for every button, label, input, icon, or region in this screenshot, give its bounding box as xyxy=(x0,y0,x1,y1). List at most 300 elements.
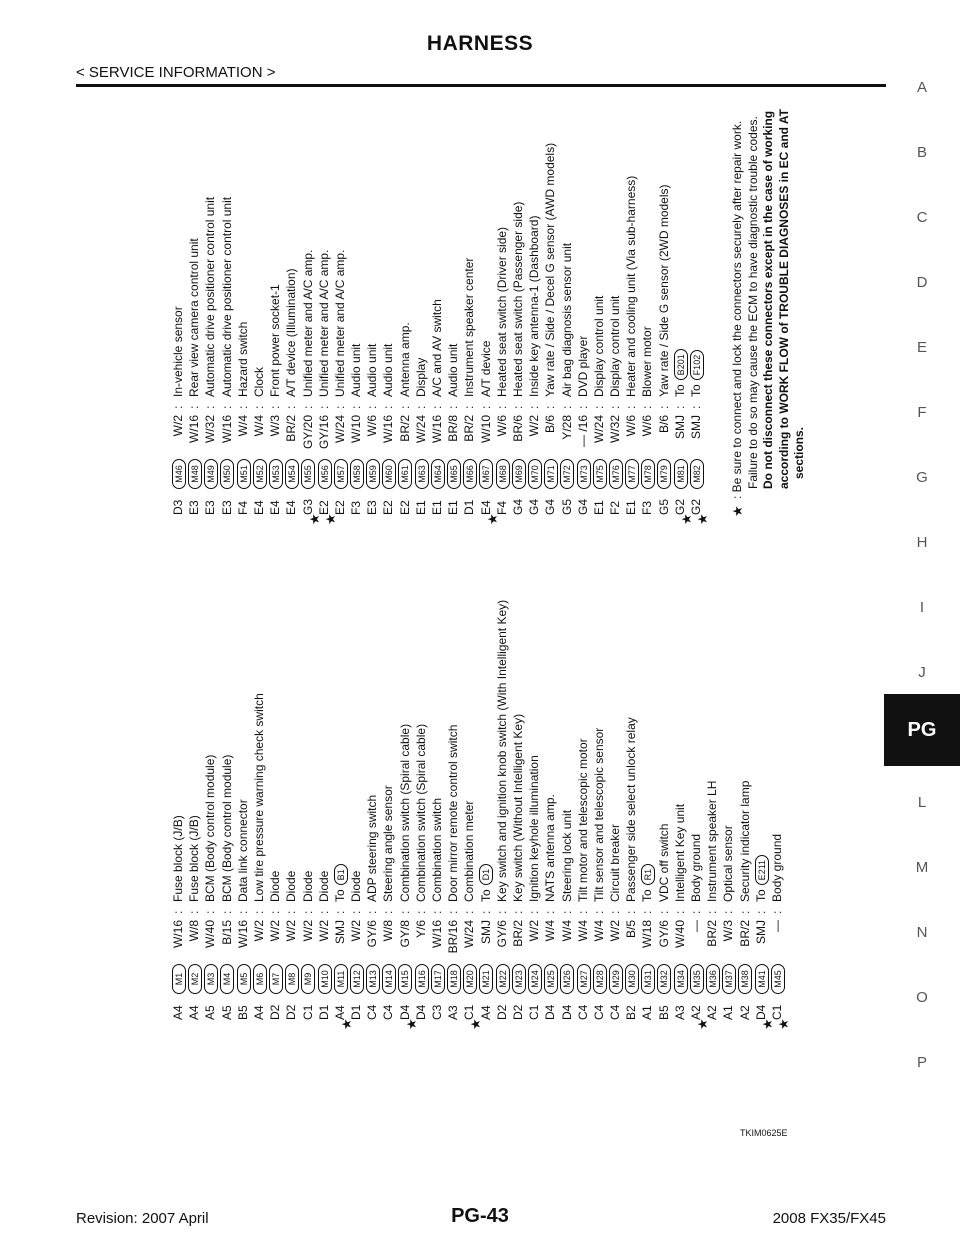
connector-color-pins: W/24 xyxy=(413,415,428,444)
connector-color-pins: W/4 xyxy=(235,415,250,437)
connector-description: Antenna amp. xyxy=(397,322,412,397)
connector-row xyxy=(186,600,202,1020)
connector-row xyxy=(445,143,461,515)
separator: : xyxy=(365,405,380,409)
grid-ref: E4 xyxy=(251,500,266,515)
connector-color-pins: W/16 xyxy=(235,920,250,949)
connector-description: Tilt sensor and telescopic sensor xyxy=(591,727,606,902)
separator: : xyxy=(608,405,623,409)
connector-row xyxy=(397,143,413,515)
connector-row xyxy=(413,143,429,515)
separator: : xyxy=(656,405,671,409)
connector-row xyxy=(494,600,510,1020)
connector-row xyxy=(639,143,655,515)
connector-row xyxy=(397,600,419,1030)
connector-id: M79 xyxy=(657,459,671,489)
connector-id: M51 xyxy=(237,459,251,489)
grid-ref: E1 xyxy=(413,500,428,515)
connector-id: M61 xyxy=(398,459,412,489)
connector-row xyxy=(170,143,186,515)
connector-color-pins: — /16 xyxy=(575,415,590,448)
connector-color-pins: W/6 xyxy=(494,415,509,437)
connector-row xyxy=(494,143,510,515)
grid-ref: E4 xyxy=(268,500,283,515)
connector-color-pins: W/16 xyxy=(171,920,185,949)
connector-color-pins: GY/8 xyxy=(397,920,412,948)
connector-row xyxy=(202,600,218,1020)
target-connector-id: B201 xyxy=(674,349,688,380)
grid-ref: A4 xyxy=(251,1005,266,1020)
connector-row xyxy=(720,600,736,1020)
target-connector-id: B1 xyxy=(334,864,348,885)
section-tab-d[interactable]: D xyxy=(916,274,928,291)
connector-color-pins: W/4 xyxy=(251,415,266,437)
connector-color-pins: W/16 xyxy=(381,415,396,444)
connector-row xyxy=(510,600,526,1020)
connector-id: M70 xyxy=(528,459,542,489)
grid-ref: A4 xyxy=(478,1005,493,1020)
connector-color-pins: W/16 xyxy=(430,920,444,949)
connector-row xyxy=(478,600,494,1020)
connector-color-pins: BR/6 xyxy=(510,415,525,442)
connector-row xyxy=(332,143,348,515)
connector-description: Body ground xyxy=(689,833,703,902)
grid-ref: E1 xyxy=(624,500,639,515)
star-icon: ★ xyxy=(484,513,500,525)
connector-row xyxy=(688,600,710,1030)
grid-ref: D4 xyxy=(559,1004,574,1020)
connector-id: M50 xyxy=(220,459,234,489)
separator: : xyxy=(300,405,315,409)
section-tab-o[interactable]: O xyxy=(916,989,928,1006)
separator: : xyxy=(721,910,736,914)
connector-id: M68 xyxy=(496,459,510,489)
connector-row xyxy=(235,143,251,515)
section-tab-n[interactable]: N xyxy=(916,924,928,941)
connector-color-pins: W/24 xyxy=(591,415,606,444)
connector-row xyxy=(623,600,639,1020)
separator: : xyxy=(251,910,266,914)
separator: : xyxy=(591,405,606,409)
grid-ref: D4 xyxy=(397,1004,412,1020)
connector-id: M53 xyxy=(269,459,283,489)
connector-id: M23 xyxy=(512,964,526,994)
connector-description: Heated seat switch (Driver side) xyxy=(494,226,509,397)
connector-color-pins: GY/6 xyxy=(494,920,509,948)
section-tab-g[interactable]: G xyxy=(916,469,928,486)
connector-list xyxy=(170,20,830,1030)
connector-description: Audio unit xyxy=(365,343,380,397)
connector-id: M3 xyxy=(204,964,218,994)
connector-color-pins: SMJ xyxy=(478,920,493,944)
connector-row xyxy=(380,600,396,1020)
connector-description: A/C and AV switch xyxy=(430,299,444,397)
star-icon: ★ xyxy=(306,513,322,525)
grid-ref: G5 xyxy=(559,498,574,515)
connector-color-pins: W/10 xyxy=(349,415,364,444)
connector-id: M41 xyxy=(755,964,769,994)
connector-row xyxy=(364,600,380,1020)
separator: : xyxy=(559,910,574,914)
connector-color-pins: BR/2 xyxy=(737,920,752,947)
connector-description: Tilt motor and telescopic motor xyxy=(575,738,590,902)
separator: : xyxy=(268,405,283,409)
grid-ref: G2 xyxy=(689,498,703,515)
connector-id: M4 xyxy=(220,964,234,994)
grid-ref: E2 xyxy=(381,500,396,515)
grid-ref: A3 xyxy=(672,1005,687,1020)
section-tab-e[interactable]: E xyxy=(916,339,927,356)
section-tab-p[interactable]: P xyxy=(916,1054,927,1071)
connector-description: Front power socket-1 xyxy=(268,284,283,397)
connector-description: Fuse block (J/B) xyxy=(171,815,185,902)
connector-row xyxy=(283,600,299,1020)
separator: : xyxy=(430,910,444,914)
connector-description: Rear view camera control unit xyxy=(187,238,202,397)
star-icon: ★ xyxy=(338,1018,354,1030)
connector-id: M56 xyxy=(318,459,332,489)
connector-color-pins: W/6 xyxy=(640,415,655,437)
connector-description: BCM (Body control module) xyxy=(203,754,218,902)
connector-id: M16 xyxy=(415,964,429,994)
connector-id: M8 xyxy=(285,964,299,994)
grid-ref: C4 xyxy=(575,1004,590,1020)
connector-id: M46 xyxy=(172,459,186,489)
connector-description: Unified meter and A/C amp. xyxy=(332,249,347,397)
connector-color-pins: W/2 xyxy=(284,920,299,942)
connector-color-pins: W/32 xyxy=(203,415,218,444)
separator: : xyxy=(462,910,477,914)
separator: : xyxy=(381,910,396,914)
connector-id: M27 xyxy=(577,964,591,994)
separator: : xyxy=(737,910,752,914)
separator: : xyxy=(624,405,639,409)
separator: : xyxy=(332,910,347,914)
connector-description: Heater and cooling unit (Via sub-harness) xyxy=(624,175,639,397)
star-icon: ★ xyxy=(759,1018,775,1030)
connector-row xyxy=(283,143,299,515)
separator: : xyxy=(446,910,461,914)
connector-row xyxy=(753,600,775,1030)
section-tab-i[interactable]: I xyxy=(919,599,925,616)
connector-row xyxy=(607,600,623,1020)
connector-description: Diode xyxy=(316,870,331,902)
section-tab-a[interactable]: A xyxy=(916,79,927,96)
connector-id: M63 xyxy=(415,459,429,489)
separator: : xyxy=(171,405,185,409)
connector-id: M60 xyxy=(382,459,396,489)
grid-ref: C1 xyxy=(769,1004,784,1020)
connector-row xyxy=(170,600,186,1020)
connector-row xyxy=(364,143,380,515)
grid-ref: C4 xyxy=(608,1004,623,1020)
connector-color-pins: Y/6 xyxy=(413,920,428,939)
separator: : xyxy=(268,910,283,914)
connector-color-pins: SMJ xyxy=(332,920,347,944)
connector-id: M18 xyxy=(447,964,461,994)
connector-description: DVD player xyxy=(575,335,590,397)
separator: : xyxy=(753,910,768,914)
connector-description: Key switch and ignition knob switch (With Intelligent Key) xyxy=(494,599,509,902)
grid-ref: F3 xyxy=(640,500,655,515)
grid-ref: F2 xyxy=(608,500,623,515)
grid-ref: B5 xyxy=(656,1005,671,1020)
connector-description: Steering lock unit xyxy=(559,809,574,902)
connector-id: M54 xyxy=(285,459,299,489)
connector-id: M30 xyxy=(625,964,639,994)
connector-row xyxy=(300,600,316,1020)
grid-ref: A5 xyxy=(203,1005,218,1020)
separator: : xyxy=(705,910,720,914)
connector-id: M36 xyxy=(706,964,720,994)
connector-id: M32 xyxy=(657,964,671,994)
connector-row xyxy=(737,600,753,1020)
caution-note xyxy=(730,0,808,515)
grid-ref: A4 xyxy=(332,1005,347,1020)
connector-id: M82 xyxy=(690,459,704,489)
grid-ref: E2 xyxy=(316,500,331,515)
note-line-5: sections. xyxy=(792,426,806,479)
star-icon: ★ xyxy=(322,513,338,525)
connector-row xyxy=(251,600,267,1020)
section-tab-l[interactable]: L xyxy=(917,794,927,811)
connector-color-pins: BR/2 xyxy=(284,415,299,442)
grid-ref: C4 xyxy=(365,1004,380,1020)
connector-id: M77 xyxy=(625,459,639,489)
connector-description: To xyxy=(332,889,347,902)
connector-color-pins: BR/2 xyxy=(510,920,525,947)
connector-description: Door mirror remote control switch xyxy=(446,724,461,902)
connector-color-pins: W/4 xyxy=(591,920,606,942)
connector-id: M49 xyxy=(204,459,218,489)
connector-id: M13 xyxy=(366,964,380,994)
connector-description: Inside key antenna-1 (Dashboard) xyxy=(527,215,542,397)
star-icon: ★ xyxy=(468,1018,484,1030)
connector-row xyxy=(316,143,338,525)
section-tab-m[interactable]: M xyxy=(915,859,929,876)
separator: : xyxy=(397,405,412,409)
connector-description: Optical sensor xyxy=(721,825,736,902)
connector-color-pins: W/2 xyxy=(251,920,266,942)
connector-description: Combination switch (Spiral cable) xyxy=(413,723,428,902)
connector-id: M20 xyxy=(463,964,477,994)
section-tab-pg[interactable]: PG xyxy=(884,694,960,766)
connector-id: M21 xyxy=(479,964,493,994)
connector-color-pins: SMJ xyxy=(753,920,768,944)
connector-id: M66 xyxy=(463,459,477,489)
connector-description: Audio unit xyxy=(446,343,461,397)
connector-color-pins: W/24 xyxy=(462,920,477,949)
target-connector-id: R1 xyxy=(641,864,655,886)
connector-color-pins: — xyxy=(769,920,784,932)
grid-ref: D4 xyxy=(543,1004,558,1020)
connector-row xyxy=(575,600,591,1020)
connector-row xyxy=(591,143,607,515)
star-icon: ★ xyxy=(775,1018,791,1030)
separator: : xyxy=(624,910,639,914)
page-title: HARNESS xyxy=(426,32,534,55)
separator: : xyxy=(656,910,671,914)
connector-description: Ignition keyhole illumination xyxy=(527,755,542,902)
grid-ref: G4 xyxy=(543,498,558,515)
connector-color-pins: B/15 xyxy=(219,920,234,945)
connector-row xyxy=(575,143,591,515)
connector-id: M22 xyxy=(496,964,510,994)
separator: : xyxy=(187,910,202,914)
connector-id: M64 xyxy=(431,459,445,489)
connector-description: Data link connector xyxy=(235,799,250,902)
connector-description: Instrument speaker LH xyxy=(705,780,720,902)
connector-color-pins: W/2 xyxy=(527,415,542,437)
connector-color-pins: W/40 xyxy=(203,920,218,949)
separator: : xyxy=(219,910,234,914)
section-tab-h[interactable]: H xyxy=(916,534,928,551)
separator: : xyxy=(171,910,185,914)
separator: : xyxy=(494,405,509,409)
connector-color-pins: W/2 xyxy=(268,920,283,942)
connector-description: Hazard switch xyxy=(235,321,250,397)
separator: : xyxy=(284,910,299,914)
separator: : xyxy=(640,910,655,914)
grid-ref: A4 xyxy=(171,1005,185,1020)
grid-ref: E1 xyxy=(446,500,461,515)
connector-row xyxy=(219,600,235,1020)
grid-ref: D1 xyxy=(316,1004,331,1020)
connector-color-pins: W/18 xyxy=(640,920,655,949)
connector-description: Air bag diagnosis sensor unit xyxy=(559,242,574,397)
connector-description: Intelligent Key unit xyxy=(672,803,687,902)
connector-description: Heated seat switch (Passenger side) xyxy=(510,201,525,397)
connector-description: BCM (Body control module) xyxy=(219,754,234,902)
grid-ref: D3 xyxy=(171,499,185,515)
separator: : xyxy=(672,405,687,409)
connector-description: Clock xyxy=(251,366,266,397)
connector-color-pins: W/16 xyxy=(219,415,234,444)
separator: : xyxy=(608,910,623,914)
connector-id: M55 xyxy=(301,459,315,489)
separator: : xyxy=(559,405,574,409)
connector-color-pins: GY/20 xyxy=(300,415,315,450)
connector-id: M57 xyxy=(334,459,348,489)
connector-color-pins: W/16 xyxy=(430,415,444,444)
connector-color-pins: W/10 xyxy=(478,415,493,444)
connector-id: M71 xyxy=(544,459,558,489)
connector-color-pins: W/3 xyxy=(268,415,283,437)
connector-color-pins: B/6 xyxy=(656,415,671,434)
connector-description: Display control unit xyxy=(591,295,606,397)
grid-ref: D1 xyxy=(462,499,477,515)
connector-description: Unified meter and A/C amp. xyxy=(300,249,315,397)
section-tab-f[interactable]: F xyxy=(917,404,927,421)
connector-row xyxy=(672,143,694,525)
connector-row xyxy=(186,143,202,515)
grid-ref: E2 xyxy=(332,500,347,515)
connector-id: M37 xyxy=(722,964,736,994)
connector-row xyxy=(219,143,235,515)
connector-color-pins: W/2 xyxy=(527,920,542,942)
connector-id: M6 xyxy=(253,964,267,994)
connector-id: M14 xyxy=(382,964,396,994)
connector-row xyxy=(542,600,558,1020)
grid-ref: F4 xyxy=(235,500,250,515)
separator: : xyxy=(478,910,493,914)
connector-row xyxy=(429,143,445,515)
connector-color-pins: W/2 xyxy=(300,920,315,942)
target-connector-id: D1 xyxy=(479,864,493,886)
connector-color-pins: BR/16 xyxy=(446,920,461,954)
separator: : xyxy=(769,910,784,914)
connector-id: M31 xyxy=(641,964,655,994)
connector-id: M26 xyxy=(560,964,574,994)
connector-id: M76 xyxy=(609,459,623,489)
connector-description: ADP steering switch xyxy=(365,794,380,902)
connector-id: M75 xyxy=(593,459,607,489)
connector-description: A/T device (Illumination) xyxy=(284,268,299,397)
connector-id: M5 xyxy=(237,964,251,994)
connector-color-pins: BR/8 xyxy=(446,415,461,442)
grid-ref: F3 xyxy=(349,500,364,515)
star-icon: ★ xyxy=(403,1018,419,1030)
connector-description: Combination switch xyxy=(430,797,444,902)
separator: : xyxy=(413,405,428,409)
connector-row xyxy=(332,600,354,1030)
grid-ref: A4 xyxy=(187,1005,202,1020)
connector-row xyxy=(251,143,267,515)
target-connector-id: F102 xyxy=(690,350,704,381)
connector-color-pins: BR/2 xyxy=(397,415,412,442)
separator: : xyxy=(349,405,364,409)
grid-ref: C3 xyxy=(430,1004,444,1020)
connector-id: M48 xyxy=(188,459,202,489)
connector-id: M2 xyxy=(188,964,202,994)
connector-description: Combination switch (Spiral cable) xyxy=(397,723,412,902)
separator: : xyxy=(219,405,234,409)
grid-ref: G4 xyxy=(575,498,590,515)
grid-ref: A1 xyxy=(721,1005,736,1020)
section-tab-j[interactable]: J xyxy=(918,664,926,681)
connector-description: NATS antenna amp. xyxy=(543,794,558,902)
separator: : xyxy=(689,910,703,914)
figure-id: TKIM0625E xyxy=(740,1128,788,1138)
grid-ref: D2 xyxy=(494,1004,509,1020)
separator: : xyxy=(316,910,331,914)
connector-description: In-vehicle sensor xyxy=(171,306,185,397)
connector-description: Body ground xyxy=(769,833,784,902)
connector-id: M69 xyxy=(512,459,526,489)
connector-description: Audio unit xyxy=(381,343,396,397)
connector-color-pins: BR/2 xyxy=(705,920,720,947)
grid-ref: A2 xyxy=(705,1005,720,1020)
connector-row xyxy=(526,143,542,515)
connector-row xyxy=(639,600,655,1020)
section-tab-c[interactable]: C xyxy=(916,209,928,226)
connector-id: M45 xyxy=(771,964,785,994)
grid-ref: C1 xyxy=(527,1004,542,1020)
grid-ref: E3 xyxy=(203,500,218,515)
separator: : xyxy=(235,405,250,409)
separator: : xyxy=(543,910,558,914)
connector-id: M72 xyxy=(560,459,574,489)
connector-color-pins: W/6 xyxy=(624,415,639,437)
separator: : xyxy=(575,405,590,409)
connector-row xyxy=(510,143,526,515)
connector-id: M9 xyxy=(301,964,315,994)
footer-revision: Revision: 2007 April xyxy=(76,1210,209,1227)
connector-description: Instrument speaker center xyxy=(462,257,477,397)
connector-row xyxy=(478,143,500,525)
section-tab-b[interactable]: B xyxy=(916,144,927,161)
separator: : xyxy=(316,405,331,409)
